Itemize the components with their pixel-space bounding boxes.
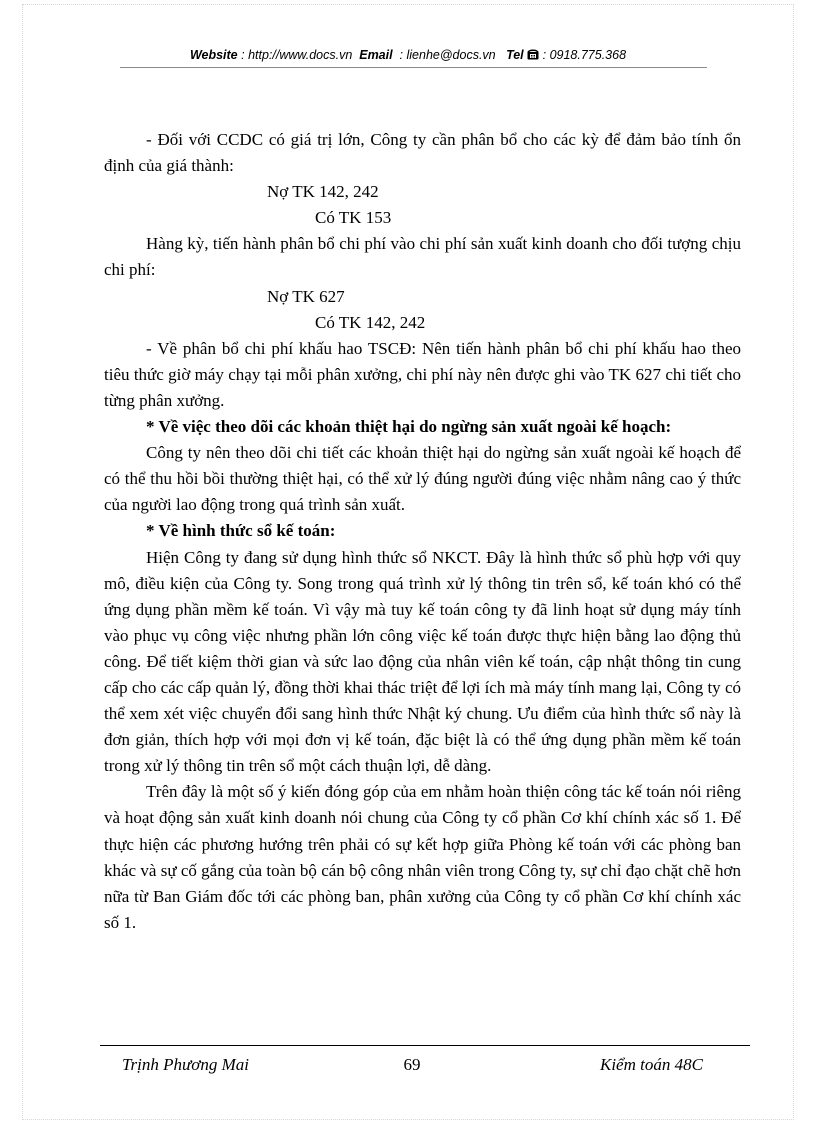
website-label: Website (189, 48, 238, 62)
header-rule (120, 67, 707, 68)
heading-ledger: * Về hình thức sổ kế toán: (146, 521, 336, 541)
paragraph-ledger: Hiện Công ty đang sử dụng hình thức sổ NKCT. Đây là hình thức sổ phù hợp với quy mô, điều kiện của Công ty. Song trong quá trình xử lý thông tin trên sổ, kế toán khó có thể ứng dụng phần mềm kế toán. Vì vậy mà tuy kế toán công ty đã linh hoạt sử dụng máy tính vào phục vụ công việc nhưng phần lớn công việc kế toán được thực hiện bằng lao động thủ công. Để tiết kiệm thời gian và sức lao động của nhân viên kế toán, cập nhật thông tin cung cấp cho các cấp quản lý, đồng thời khai thác triệt để lợi ích mà máy tính mang lại, Công ty có thể xem xét việc chuyển đổi sang hình thức Nhật ký chung. Ưu điểm của hình thức sổ này là đơn giản, thích hợp với mọi đơn vị kế toán, đặc biệt là có thể ứng dụng phần mềm kế toán trong xử lý thông tin trên sổ một cách thuận lợi, dễ dàng. (104, 547, 741, 776)
tel-label: Tel (506, 48, 524, 62)
footer-class: Kiểm toán 48C (600, 1055, 703, 1074)
page-number: 69 (403, 1055, 421, 1074)
entry-credit-2: Có TK 142, 242 (315, 312, 426, 332)
paragraph-ccdc: - Đối với CCDC có giá trị lớn, Công ty cần phân bổ cho các kỳ để đảm bảo tính ổn định của giá thành: (104, 130, 741, 176)
paragraph-depreciation: - Về phân bổ chi phí khấu hao TSCĐ: Nên tiến hành phân bổ chi phí khấu hao theo tiêu thức giờ máy chạy tại mỗi phân xưởng, chi phí này nên được ghi vào TK 627 chi tiết cho từng phân xưởng. (104, 338, 741, 410)
phone-icon (527, 48, 539, 64)
website-value: http://www.docs.vn (248, 48, 353, 62)
email-label: Email (359, 48, 393, 62)
entry-credit-1: Có TK 153 (315, 208, 392, 228)
email-value: lienhe@docs.vn (406, 48, 496, 62)
footer-rule (100, 1045, 750, 1046)
heading-losses: * Về việc theo dõi các khoản thiệt hại do ngừng sản xuất ngoài kế hoạch: (146, 417, 672, 437)
tel-value: 0918.775.368 (549, 48, 627, 62)
entry-debit-1: Nợ TK 142, 242 (267, 182, 379, 202)
entry-debit-2: Nợ TK 627 (267, 286, 345, 306)
paragraph-losses: Công ty nên theo dõi chi tiết các khoản thiệt hại do ngừng sản xuất ngoài kế hoạch để có thể thu hồi bồi thường thiệt hại, có thể xử lý đúng người đúng việc nhằm nâng cao ý thức của người lao động trong quá trình sản xuất. (104, 443, 741, 515)
paragraph-periodic: Hàng kỳ, tiến hành phân bổ chi phí vào chi phí sản xuất kinh doanh cho đối tượng chịu chi phí: (104, 234, 741, 280)
footer-author: Trịnh Phương Mai (122, 1055, 249, 1074)
document-body (104, 127, 741, 936)
page-header: Website : http://www.docs.vn Email : lienhe@docs.vn Tel : 0918.775.368 (189, 48, 627, 62)
paragraph-conclusion: Trên đây là một số ý kiến đóng góp của em nhằm hoàn thiện công tác kế toán nói riêng và hoạt động sản xuất kinh doanh nói chung của Công ty cổ phần Cơ khí chính xác số 1. Để thực hiện các phương hướng trên phải có sự kết hợp giữa Phòng kế toán với các phòng ban khác và sự cố gắng của toàn bộ cán bộ công nhân viên trong Công ty, sự chỉ đạo chặt chẽ hơn nữa từ Ban Giám đốc tới các phòng ban, phân xưởng của Công ty cổ phần Cơ khí chính xác số 1. (104, 782, 741, 932)
